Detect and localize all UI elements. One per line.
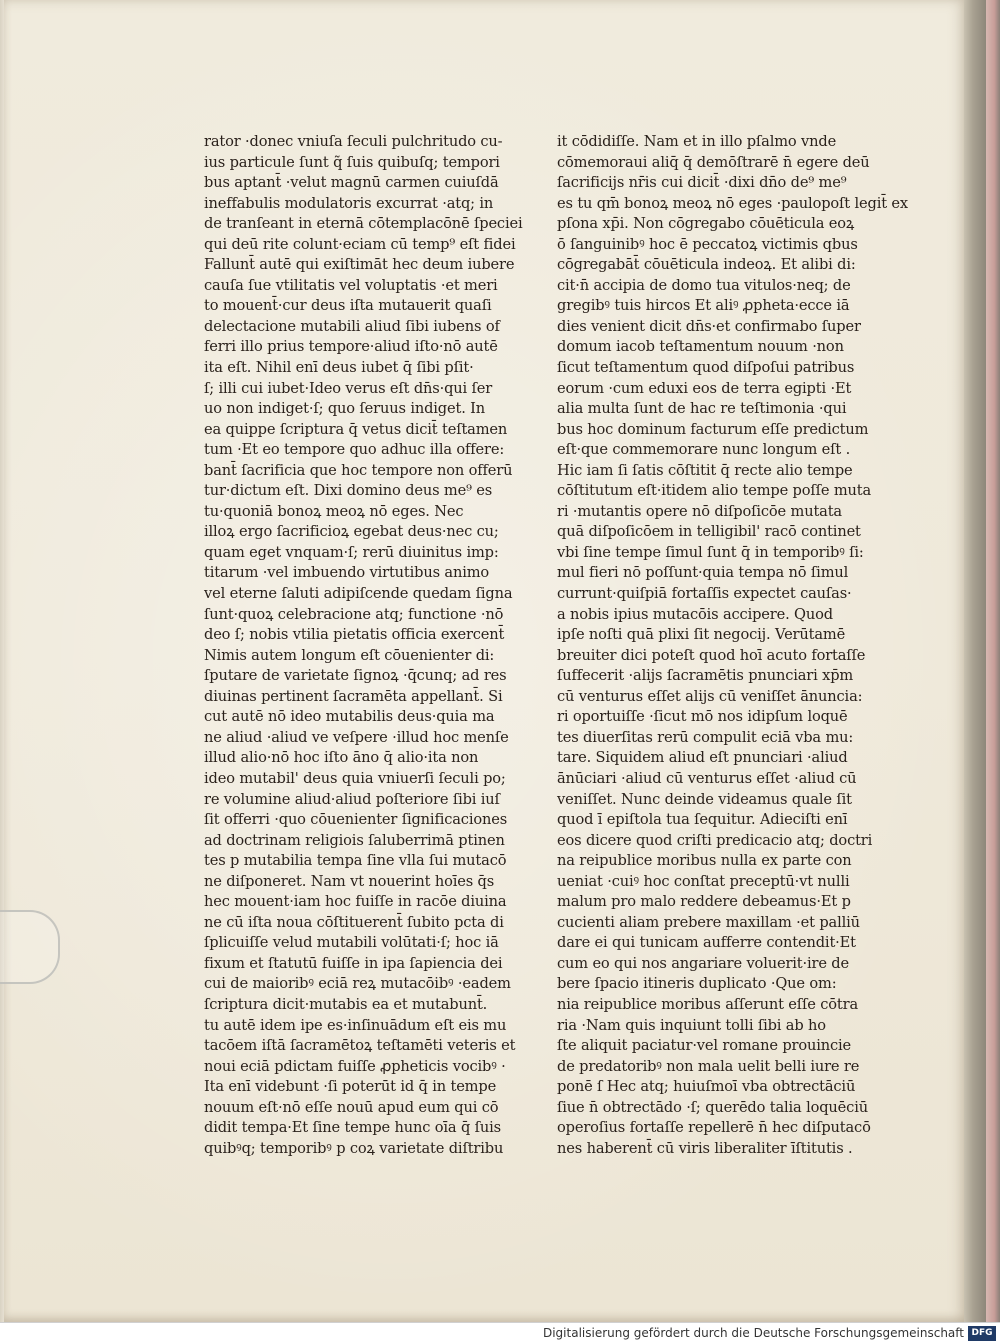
text-line: illud alio·nō hoc iſto āno q̄ alio·ita non	[204, 749, 479, 767]
text-line: ne cū iſta noua cōſtituerent̄ ſubito pcta di	[204, 913, 504, 931]
text-line: ita eſt. Nihil enī deus iubet q̄ ſibi pſit·	[204, 359, 474, 377]
text-line: cui de maioribꝰ eciā reꝝ mutacōibꝰ ·eadem	[204, 975, 511, 993]
text-line: breuiter dici poteſt quod hoī acuto fortaſſe	[557, 646, 866, 664]
text-line: ri ·mutantis opere nō diſpoſicōe mutata	[557, 502, 842, 520]
text-line: hec mouent·iam hoc fuiſſe in racōe diuina	[204, 893, 507, 911]
text-line: noui eciā pdictam fuiſſe ꝓpheticis vocibꝰ ·	[204, 1057, 506, 1075]
funding-credit: Digitalisierung gefördert durch die Deutsche Forschungsgemeinschaft	[542, 1326, 964, 1340]
right-text-column	[557, 132, 908, 1159]
text-line: nes haberent̄ cū viris liberaliter īſtitutis .	[557, 1139, 853, 1157]
text-line: titarum ·vel imbuendo virtutibus animo	[204, 564, 490, 582]
text-line: uo non indiget·ſ; quo ſeruus indiget. In	[204, 400, 486, 418]
text-line: rator ·donec vniuſa ſeculi pulchritudo cu-	[204, 133, 503, 150]
text-line: tes p mutabilia tempa ſine vlla ſui mutacō	[204, 852, 507, 870]
text-line: eos dicere quod criſti predicacio atq; doctri	[557, 831, 873, 849]
text-line: ria ·Nam quis inquiunt tolli ſibi ab ho	[557, 1016, 826, 1034]
left-text-column	[204, 132, 523, 1159]
text-line: eſt·que commemorare nunc longum eſt .	[557, 441, 851, 459]
text-line: bant̄ ſacrificia que hoc tempore non offerū	[204, 461, 513, 479]
text-line: deo ſ; nobis vtilia pietatis officia exercent̄	[204, 626, 505, 644]
text-line: fixum et ſtatutū fuiſſe in ipa ſapiencia dei	[204, 954, 503, 972]
text-line: cōgregabāt̄ cōuēticula indeoꝝ. Et alibi di:	[557, 256, 856, 274]
text-line: ri oportuiſſe ·ſicut mō nos idipſum loquē	[557, 708, 848, 726]
text-line: ferri illo prius tempore·aliud iſto·nō autē	[204, 338, 498, 356]
text-line: delectacione mutabili aliud ſibi iubens of	[204, 317, 500, 335]
text-line: currunt·quiſpiā fortaſſis expectet cauſas·	[557, 585, 852, 603]
text-line: dare ei qui tunicam aufferre contendit·Et	[557, 934, 856, 952]
text-line: nouum eſt·nō eſſe nouū apud eum qui cō	[204, 1098, 499, 1116]
text-line: cucienti aliam prebere maxillam ·et palliū	[557, 913, 860, 931]
text-line: cōmemoraui aliq̄ q̄ demōſtrarē n̄ egere deū	[557, 153, 870, 171]
text-line: ad doctrinam religiois ſaluberrimā ptinen	[204, 831, 505, 849]
text-line: domum iacob teſtamentum nouum ·non	[557, 338, 844, 356]
text-line: ne aliud ·aliud ve veſpere ·illud hoc menſe	[204, 728, 509, 746]
text-line: ſcriptura dicit·mutabis ea et mutabunt̄.	[204, 995, 488, 1013]
text-line: tur·dictum eſt. Dixi domino deus me⁹ es	[204, 482, 493, 500]
text-line: Ita enī videbunt ·ſi poterūt id q̄ in tempe	[204, 1078, 497, 1096]
dfg-logo: DFG	[968, 1326, 996, 1341]
text-line: ſunt·quoꝝ celebracione atq; functione ·nō	[204, 605, 504, 623]
text-line: quibꝰq; temporibꝰ p coꝝ varietate diſtribu	[204, 1139, 504, 1157]
text-line: quā diſpoſicōem in telligibil' racō continet	[557, 523, 861, 541]
text-line: bus hoc dominum facturum eſſe predictum	[557, 420, 869, 438]
text-line: tacōem iſtā ſacramētoꝝ teſtamēti veteris et	[204, 1037, 516, 1055]
text-line: Nimis autem longum eſt cōuenienter di:	[204, 646, 495, 664]
text-line: nia reipublice moribus aſſerunt eſſe cōtra	[557, 995, 859, 1013]
text-line: Fallunt̄ autē qui exiſtimāt hec deum iubere	[204, 256, 515, 274]
text-line: ineffabulis modulatoris excurrat ·atq; in	[204, 194, 494, 212]
text-line: de predatoribꝰ non mala uelit belli iure re	[557, 1057, 860, 1075]
text-line: to mouent̄·cur deus iſta mutauerit quaſi	[204, 297, 492, 315]
text-line: quam eget vnquam·ſ; rerū diuinitus imp:	[204, 543, 499, 561]
text-line: ſuffecerit ·alijs ſacramētis pnunciari xp̄m	[557, 667, 854, 685]
text-line: operoſius fortaſſe repellerē n̄ hec diſputacō	[557, 1119, 871, 1137]
text-line: es tu qm̄ bonoꝝ meoꝝ nō eges ·paulopoſt legit̄ ex	[557, 194, 908, 212]
text-line: de tranſeant in eternā cōtemplacōnē ſpeciei	[204, 215, 523, 233]
text-line: cauſa ſue vtilitatis vel voluptatis ·et meri	[204, 276, 498, 294]
text-line: ſputare de varietate ſignoꝝ ·q̄cunq; ad res	[204, 667, 507, 685]
text-line: mul fieri nō poſſunt·quia tempa nō ſimul	[557, 564, 849, 582]
text-line: ſ; illi cui iubet·Ideo verus eſt dn̄s·qui ſer	[204, 379, 493, 397]
manuscript-page	[4, 0, 966, 1322]
text-line: tu·quoniā bonoꝝ meoꝝ nō eges. Nec	[204, 502, 464, 520]
text-line: ius particule ſunt q̃ ſuis quibuſq; tempori	[204, 153, 500, 171]
text-line: ſplicuiſſe velud mutabili volūtati·ſ; hoc iā	[204, 934, 499, 952]
text-line: dies venient dicit dn̄s·et confirmabo ſuper	[557, 317, 861, 335]
text-line: qui deū rite colunt·eciam cū temp⁹ eſt fidei	[204, 235, 516, 253]
text-line: re volumine aliud·aliud poſteriore ſibi iuſ	[204, 790, 500, 808]
text-line: tes diuerſitas rerū compulit eciā vba mu:	[557, 728, 854, 746]
page-fore-edge	[964, 0, 986, 1322]
text-line: diuinas pertinent ſacramēta appellant̄. Si	[204, 687, 503, 705]
text-line: bus aptant̄ ·velut magnū carmen cuiuſdā	[204, 174, 499, 192]
text-line: tum ·Et eo tempore quo adhuc illa offere:	[204, 441, 505, 459]
text-line: tare. Siquidem aliud eſt pnunciari ·aliud	[557, 749, 848, 767]
text-line: eorum ·cum eduxi eos de terra egipti ·Et	[557, 379, 852, 397]
text-line: tu autē idem ipe es·inſinuādum eſt eis mu	[204, 1016, 507, 1034]
text-line: a nobis ipius mutacōis accipere. Quod	[557, 605, 833, 623]
text-line: cū venturus eſſet alijs cū veniſſet ānuncia:	[557, 687, 863, 705]
text-line: cum eo qui nos angariare voluerit·ire de	[557, 954, 849, 972]
text-line: illoꝝ ergo ſacrificioꝝ egebat deus·nec cu;	[204, 523, 499, 541]
text-line: cit·n̄ accipia de domo tua vitulos·neq; de	[557, 276, 851, 294]
text-line: ne diſponeret. Nam vt nouerint hoīes q̄s	[204, 872, 495, 890]
text-line: ſit offerri ·quo cōuenienter ſignificaciones	[204, 811, 508, 829]
text-line: na reipublice moribus nulla ex parte con	[557, 852, 852, 870]
text-line: veniſſet. Nunc deinde videamus quale ſit	[557, 790, 852, 808]
text-line: ō ſanguinibꝰ hoc ē peccatoꝝ victimis qbus	[557, 235, 858, 253]
text-line: didit tempa·Et ſine tempe hunc oīa q̄ ſuis	[204, 1119, 501, 1137]
text-line: Hic iam ſi ſatis cōſtitit q̄ recte alio tempe	[557, 461, 853, 479]
text-line: ipſe noſti quā plixi ſit negocij. Verūtamē	[557, 626, 846, 644]
text-line: ponē ſ Hec atq; huiuſmoī vba obtrectāciū	[557, 1078, 856, 1096]
text-line: it cōdidiſſe. Nam et in illo pſalmo vnde	[557, 133, 837, 150]
text-line: gregibꝰ tuis hircos Et aliꝰ ꝓpheta·ecce iā	[557, 297, 850, 315]
text-line: pſona xp̄i. Non cōgregabo cōuēticula eoꝝ	[557, 215, 855, 233]
text-line: ānūciari ·aliud cū venturus eſſet ·aliud cū	[557, 769, 857, 787]
binding-strip	[986, 0, 1000, 1322]
text-line: ea quippe ſcriptura q̄ vetus dicit̄ teſtamen	[204, 420, 508, 438]
text-line: cut autē nō ideo mutabilis deus·quia ma	[204, 708, 495, 726]
text-line: ideo mutabil' deus quia vniuerſi ſeculi po;	[204, 769, 506, 787]
text-line: bere ſpacio itineris duplicato ·Que om:	[557, 975, 837, 993]
text-line: ueniat ·cuiꝰ hoc conſtat preceptū·vt nulli	[557, 872, 850, 890]
footer-bar	[0, 1322, 1000, 1344]
text-line: ſacrificijs nr̄is cui dicit̄ ·dixi dn̄o de⁹ me⁹	[557, 174, 847, 192]
text-line: malum pro malo reddere debeamus·Et p	[557, 893, 851, 911]
text-line: vel eterne ſaluti adipiſcende quedam ſigna	[204, 585, 513, 603]
text-line: ſiue n̄ obtrectādo ·ſ; querēdo talia loquēciū	[557, 1098, 868, 1116]
text-line: ſte aliquit paciatur·vel romane prouincie	[557, 1037, 852, 1055]
text-line: alia multa ſunt de hac re teſtimonia ·qui	[557, 400, 847, 418]
page-clip	[0, 910, 60, 984]
text-line: ſicut teſtamentum quod diſpoſui patribus	[557, 359, 855, 377]
text-line: cōſtitutum eſt·itidem alio tempe poſſe muta	[557, 482, 872, 500]
text-line: vbi ſine tempe ſimul ſunt q̄ in temporibꝰ ſi:	[557, 543, 864, 561]
text-line: quod ī epiſtola tua ſequitur. Adieciſti enī	[557, 811, 848, 829]
